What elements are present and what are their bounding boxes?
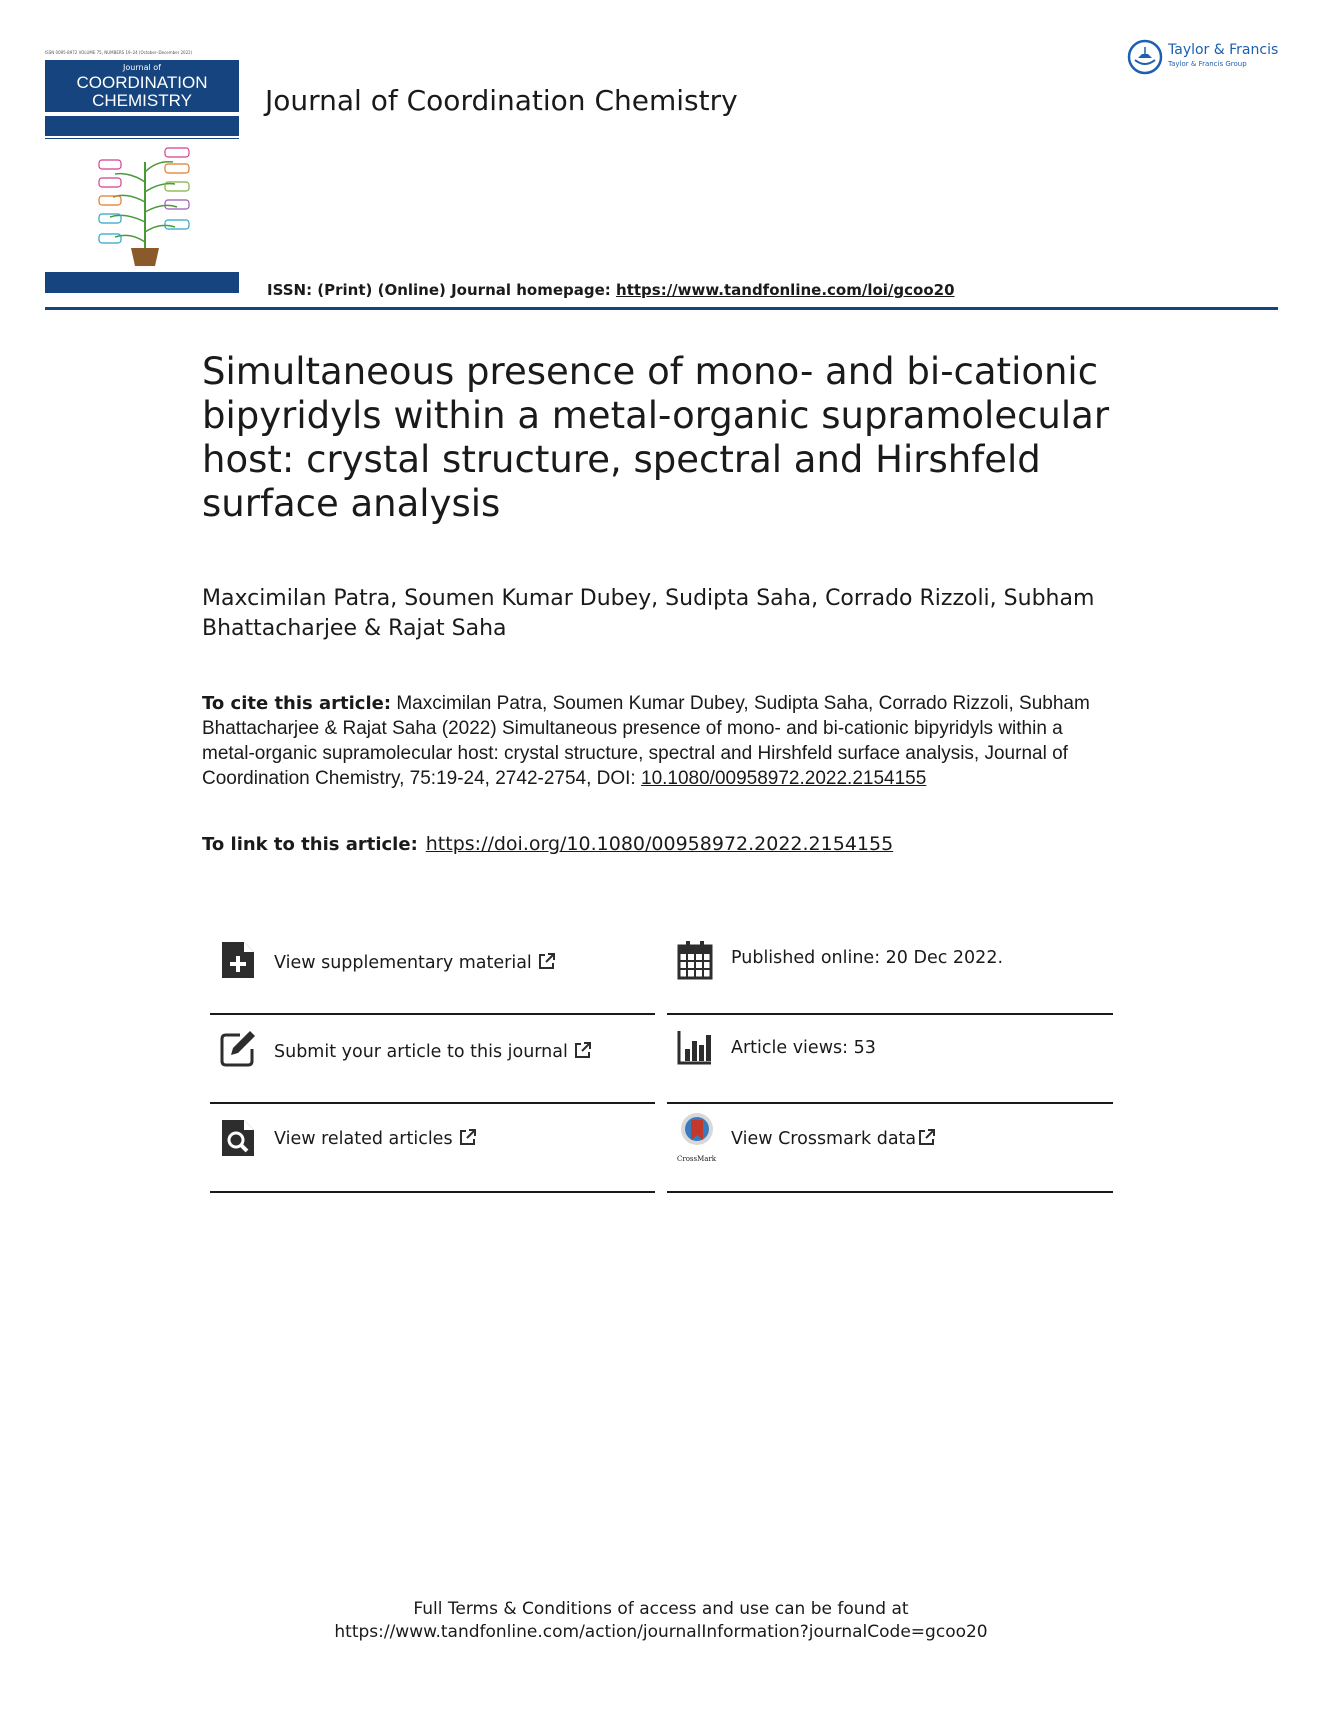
edit-icon xyxy=(220,1029,256,1069)
cover-title-band xyxy=(45,60,239,112)
external-link-icon xyxy=(574,1041,592,1059)
external-link-icon xyxy=(918,1128,936,1146)
external-link-icon xyxy=(538,952,556,970)
article-views-info xyxy=(667,1015,1113,1103)
citation-block xyxy=(202,691,1092,791)
article-authors: Maxcimilan Patra, Soumen Kumar Dubey, Sudipta Saha, Corrado Rizzoli, Subham Bhattacharjee & Rajat Saha xyxy=(202,586,1095,641)
submit-label: Submit your article to this journal xyxy=(274,1042,568,1062)
journal-homepage-link[interactable]: https://www.tandfonline.com/loi/gcoo20 xyxy=(616,281,955,299)
terms-url-link[interactable]: https://www.tandfonline.com/action/journalInformation?journalCode=gcoo20 xyxy=(334,1622,988,1642)
link-label: To link to this article: xyxy=(202,834,418,855)
related-label: View related articles xyxy=(274,1129,453,1149)
cover-title-line1: COORDINATION xyxy=(76,73,208,92)
cite-doi-link[interactable]: 10.1080/00958972.2022.2154155 xyxy=(641,768,927,789)
cover-tree-illustration xyxy=(95,142,195,270)
terms-footer xyxy=(0,1598,1322,1644)
taylor-francis-logo[interactable] xyxy=(1126,38,1286,78)
cite-label: To cite this article: xyxy=(202,693,392,714)
external-link-icon xyxy=(459,1128,477,1146)
crossmark-icon xyxy=(677,1112,717,1156)
cover-journal-of: Journal of xyxy=(123,63,161,72)
article-title: Simultaneous presence of mono- and bi-cationic bipyridyls within a metal-organic supramolecular host: crystal structure, spectral and Hirshfeld surface analysis xyxy=(202,350,1110,525)
publisher-subtitle: Taylor & Francis Group xyxy=(1168,60,1247,68)
journal-title[interactable]: Journal of Coordination Chemistry xyxy=(265,84,738,117)
cover-publisher-band xyxy=(45,272,239,293)
supplementary-material-link[interactable] xyxy=(210,926,655,1014)
terms-line: Full Terms & Conditions of access and use can be found at xyxy=(413,1599,909,1619)
submit-article-link[interactable] xyxy=(210,1015,655,1103)
crossmark-logo-text: CrossMark xyxy=(677,1155,717,1163)
taylor-francis-logo-icon xyxy=(1126,38,1164,76)
published-info xyxy=(667,926,1113,1014)
grid-divider xyxy=(210,1191,655,1193)
crossmark-label: View Crossmark data xyxy=(731,1129,917,1149)
published-date: Published online: 20 Dec 2022. xyxy=(731,948,1004,968)
crossmark-link[interactable] xyxy=(667,1104,1113,1192)
calendar-icon xyxy=(677,940,713,980)
cite-text: Maxcimilan Patra, Soumen Kumar Dubey, Sudipta Saha, Corrado Rizzoli, Subham Bhattacharjee & Rajat Saha (2022) Simultaneous presence of mono- and bi-cationic bipyridyls within a metal-organic supramolecular host: crystal structure, spectral and Hirshfeld surface analysis, Journal of Coordination Chemistry, 75:19-24, 2742-2754, DOI: xyxy=(202,693,1090,789)
grid-divider xyxy=(667,1191,1113,1193)
cover-title-line2: CHEMISTRY xyxy=(92,91,192,110)
search-document-icon xyxy=(220,1118,256,1158)
cover-divider xyxy=(45,138,239,139)
related-articles-link[interactable] xyxy=(210,1104,655,1192)
article-doi-link[interactable]: https://doi.org/10.1080/00958972.2022.2154155 xyxy=(425,833,894,855)
publisher-name: Taylor & Francis xyxy=(1168,42,1279,58)
file-plus-icon xyxy=(220,940,256,980)
cover-top-line: ISSN 0095-8972 VOLUME 75, NUMBERS 19–24 (October–December 2022) xyxy=(45,50,193,55)
journal-cover xyxy=(45,50,239,293)
header-divider xyxy=(45,307,1278,310)
supplementary-label: View supplementary material xyxy=(274,953,532,973)
issn-label: ISSN: (Print) (Online) Journal homepage: xyxy=(267,281,617,299)
article-link-line xyxy=(202,833,893,855)
issn-line xyxy=(267,281,955,299)
bar-chart-icon xyxy=(677,1027,713,1067)
article-views: Article views: 53 xyxy=(731,1038,876,1058)
cover-editor-band xyxy=(45,116,239,136)
